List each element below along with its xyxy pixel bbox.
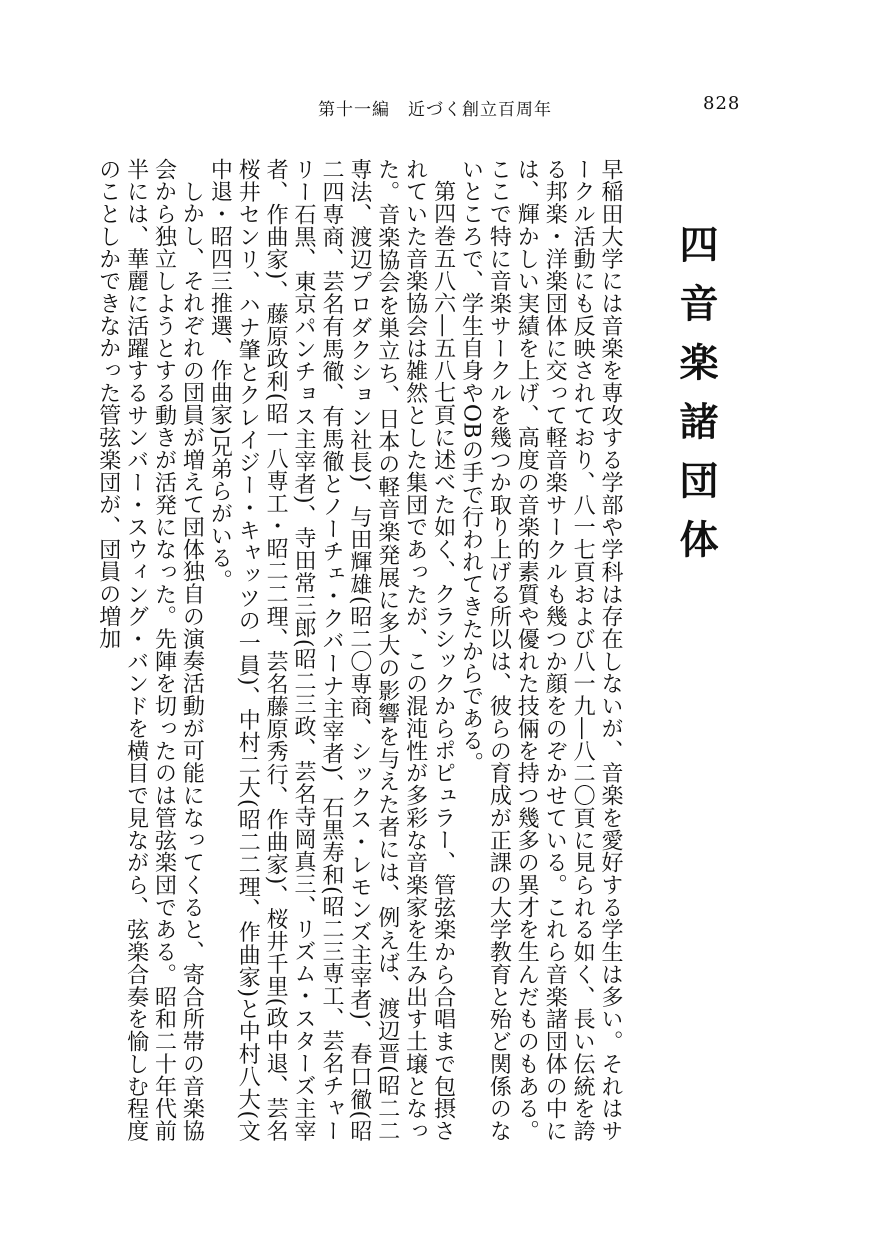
section-title: 音楽諸団体 bbox=[673, 283, 719, 578]
page-number: 828 bbox=[703, 93, 741, 114]
body-text bbox=[95, 158, 624, 1142]
running-header: 第十一編 近づく創立百周年 bbox=[318, 100, 552, 120]
paragraph-1: 早稲田大学には音楽を専攻する学部や学科は存在しないが、音楽を愛好する学生は多い。それはサークル活動にも反映されており、八一七頁および八一九―八二〇頁に見られる如く、長い伝統を誇る邦楽・洋楽団体に交って軽音楽サークルも幾つか顔をのぞかせている。これら音楽諸団体の中には、輝かしい実績を上げ、高度の音楽的素質や優れた技倆を持つ幾多の異才を生んだものもある。ここで特に音楽サークルを幾つか取り上げる所以は、彼らの育成が正課の大学教育と殆ど関係のないところで、学生自身やOBの手で行われてきたからである。 bbox=[458, 158, 623, 1142]
section-number: 四 bbox=[673, 224, 719, 283]
section-heading bbox=[672, 224, 720, 578]
paragraph-3: しかし、それぞれの団員が増えて団体独自の演奏活動が可能になってくると、寄合所帯の音楽協会から独立しようとする動きが活発になった。先陣を切ったのは管弦楽団である。昭和二十年代前半には、華麗に活躍するサンバー・スウィング・バンドを横目で見ながら、弦楽合奏を愉しむ程度のことしかできなかった管弦楽団が、団員の増加 bbox=[95, 158, 205, 1142]
paragraph-2: 第四巻五八六―五八七頁に述べた如く、クラシックからポピュラー、管弦楽から合唱まで包摂されていた音楽協会は雑然とした集団であったが、この混沌性が多彩な音楽家を生み出す土壌となった。音楽協会を巣立ち、日本の軽音楽発展に多大の影響を与えた者には、例えば、渡辺晋(昭二二専法、渡辺プロダクション社長)、与田輝雄(昭二〇専商、シックス・レモンズ主宰者)、春口徹(昭二四専商、芸名有馬徹、有馬徹とノーチェ・クバーナ主宰者)、石黒寿和(昭二三専工、芸名チャーリー石黒、東京パンチョス主宰者)、寺田常三郎(昭二三政、芸名寺岡真三、リズム・スターズ主宰者、作曲家)、藤原政利(昭一八専工・昭二二理、芸名藤原秀行、作曲家)、桜井千里(政中退、芸名桜井センリ、ハナ肇とクレイジー・キャッツの一員)、中村二大(昭二二理、作曲家)と中村八大(文中退・昭四三推選、作曲家)兄弟らがいる。 bbox=[207, 158, 456, 1142]
